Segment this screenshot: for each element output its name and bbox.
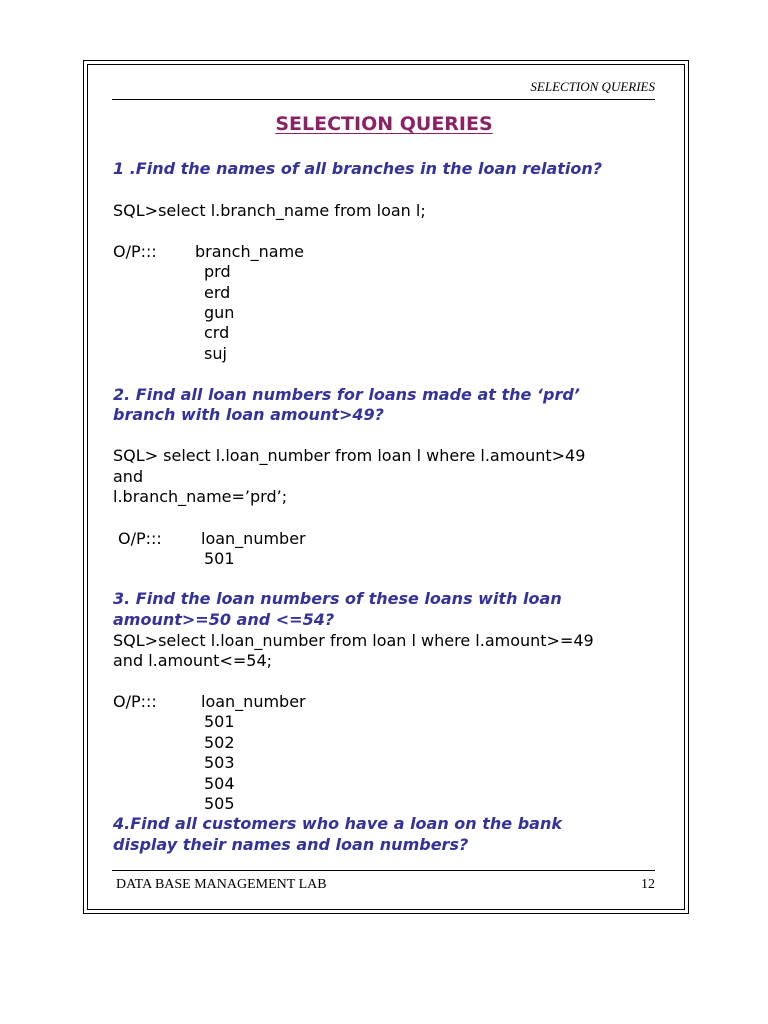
q2-op-label: O/P::: bbox=[118, 529, 162, 548]
question-3-line2: amount>=50 and <=54? bbox=[113, 610, 335, 629]
q1-column-header: branch_name bbox=[195, 242, 304, 261]
q2-sql-line2: and bbox=[113, 467, 144, 486]
q3-sql-line2: and l.amount<=54; bbox=[113, 651, 273, 670]
q3-row: 502 bbox=[204, 733, 235, 752]
header-rule bbox=[112, 99, 655, 100]
q1-row: erd bbox=[204, 283, 231, 302]
question-4-line2: display their names and loan numbers? bbox=[113, 835, 469, 854]
question-4-line1: 4.Find all customers who have a loan on the bank bbox=[113, 814, 562, 833]
q1-row: crd bbox=[204, 323, 230, 342]
page-number: 12 bbox=[641, 877, 655, 892]
question-2-line2: branch with loan amount>49? bbox=[113, 405, 384, 424]
q1-row: suj bbox=[204, 344, 227, 363]
q3-op-label: O/P::: bbox=[113, 692, 157, 711]
question-1: 1 .Find the names of all branches in the loan relation? bbox=[113, 159, 603, 178]
q1-row: gun bbox=[204, 303, 235, 322]
question-2-line1: 2. Find all loan numbers for loans made at the ‘prd’ bbox=[113, 385, 580, 404]
q2-sql-line1: SQL> select l.loan_number from loan l where l.amount>49 bbox=[113, 446, 586, 465]
q1-sql: SQL>select l.branch_name from loan l; bbox=[113, 201, 426, 220]
q2-column-header: loan_number bbox=[201, 529, 306, 548]
q3-column-header: loan_number bbox=[201, 692, 306, 711]
footer-lab-name: DATA BASE MANAGEMENT LAB bbox=[116, 877, 327, 892]
running-header: SELECTION QUERIES bbox=[530, 79, 655, 94]
q3-row: 504 bbox=[204, 774, 235, 793]
q3-sql-line1: SQL>select l.loan_number from loan l where l.amount>=49 bbox=[113, 631, 594, 650]
q2-sql-line3: l.branch_name=’prd’; bbox=[113, 487, 288, 506]
page-title: SELECTION QUERIES bbox=[275, 113, 493, 135]
q3-row: 505 bbox=[204, 794, 235, 813]
q3-row: 503 bbox=[204, 753, 235, 772]
q2-row: 501 bbox=[204, 549, 235, 568]
q1-op-label: O/P::: bbox=[113, 242, 157, 261]
q3-row: 501 bbox=[204, 712, 235, 731]
question-3-line1: 3. Find the loan numbers of these loans with loan bbox=[113, 589, 562, 608]
q1-row: prd bbox=[204, 262, 231, 281]
footer-rule bbox=[112, 870, 655, 871]
